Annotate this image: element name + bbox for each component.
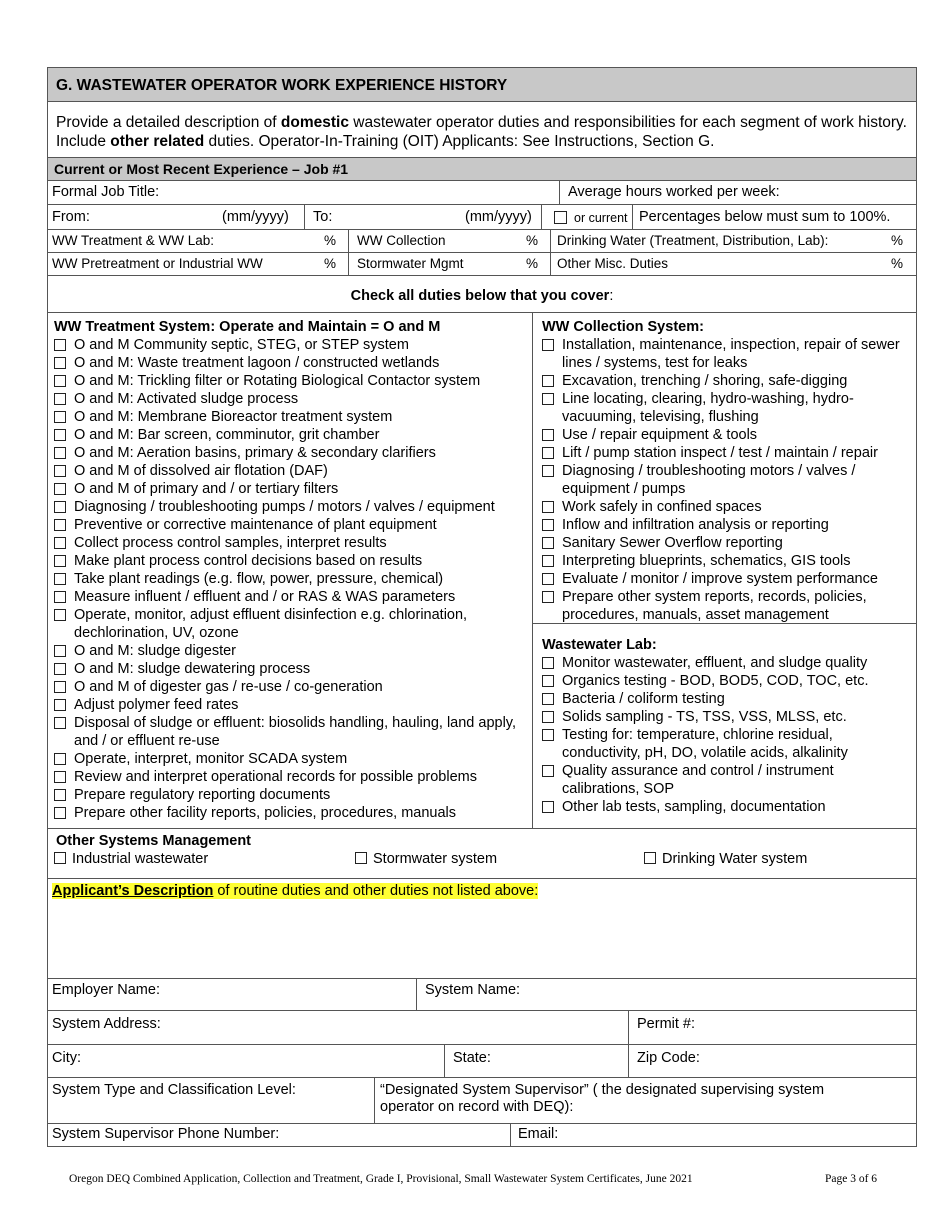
duty-item[interactable] (542, 552, 912, 570)
duty-checkbox[interactable] (542, 555, 554, 567)
duty-item[interactable] (542, 798, 912, 816)
duty-label: Monitor wastewater, effluent, and sludge quality (562, 655, 868, 671)
duty-item[interactable] (54, 678, 529, 696)
duty-item[interactable] (54, 786, 529, 804)
system-name-field[interactable] (417, 978, 916, 1010)
system-type-row (48, 1078, 916, 1124)
duty-item[interactable] (54, 750, 529, 768)
form-frame (47, 67, 917, 1147)
duty-label: Lift / pump station inspect / test / maintain / repair (562, 445, 878, 461)
intro-bold-2: other related (110, 133, 205, 150)
duty-item[interactable] (542, 762, 912, 798)
duty-item[interactable] (54, 534, 529, 552)
avg-hours-label: Average hours worked per week: (568, 184, 780, 200)
duty-checkbox[interactable] (542, 375, 554, 387)
duty-label: Solids sampling - TS, TSS, VSS, MLSS, etc. (562, 709, 847, 725)
footer-text: Oregon DEQ Combined Application, Collection and Treatment, Grade I, Provisional, Small Wastewater System Certificates, June 2021 (69, 1173, 693, 1185)
drinking-water-percent-field[interactable] (551, 230, 916, 252)
duty-checkbox[interactable] (54, 807, 66, 819)
duty-checkbox[interactable] (542, 339, 554, 351)
duty-checkbox[interactable] (542, 429, 554, 441)
duty-label: O and M: Activated sludge process (74, 391, 299, 407)
duty-checkbox[interactable] (54, 411, 66, 423)
duty-checkbox[interactable] (54, 609, 66, 621)
or-current-checkbox[interactable] (554, 211, 567, 224)
from-format: (mm/yyyy) (222, 209, 289, 225)
duty-item[interactable] (54, 696, 529, 714)
city-label: City: (52, 1050, 81, 1066)
other-systems-header: Other Systems Management (56, 833, 252, 849)
supervisor-phone-label: System Supervisor Phone Number: (52, 1126, 280, 1142)
duty-label: Line locating, clearing, hydro-washing, hydro-vacuuming, televising, flushing (562, 391, 854, 425)
duty-checkbox[interactable] (542, 393, 554, 405)
to-date-field[interactable] (305, 205, 542, 229)
duty-checkbox[interactable] (54, 645, 66, 657)
zip-label: Zip Code: (637, 1050, 700, 1066)
duty-item[interactable] (54, 498, 529, 516)
duty-label: Prepare regulatory reporting documents (74, 787, 331, 803)
duty-checkbox[interactable] (54, 429, 66, 441)
duty-label: Diagnosing / troubleshooting pumps / motors / valves / equipment (74, 499, 495, 515)
duty-label: Make plant process control decisions based on results (74, 553, 423, 569)
duty-checkbox[interactable] (54, 465, 66, 477)
duty-label: Measure influent / effluent and / or RAS & WAS parameters (74, 589, 456, 605)
duty-checkbox[interactable] (54, 591, 66, 603)
formal-job-title-label: Formal Job Title: (52, 184, 160, 200)
drinking-water-system-checkbox[interactable] (644, 852, 656, 864)
designated-supervisor-label: “Designated System Supervisor” ( the designated supervising system operator on record with DEQ): (380, 1082, 825, 1115)
collection-list (542, 336, 912, 624)
duty-checkbox[interactable] (54, 483, 66, 495)
duty-label: O and M Community septic, STEG, or STEP system (74, 337, 409, 353)
check-all-row (48, 276, 916, 313)
duty-checkbox[interactable] (54, 357, 66, 369)
percent-note: Percentages below must sum to 100%. (639, 209, 891, 225)
or-current-label: or current (574, 211, 628, 225)
percent-row-1 (48, 230, 916, 253)
duty-item[interactable] (54, 768, 529, 786)
permit-label: Permit #: (637, 1016, 696, 1032)
duty-checkbox[interactable] (54, 573, 66, 585)
duty-checkbox[interactable] (542, 465, 554, 477)
duty-label: O and M: Membrane Bioreactor treatment system (74, 409, 393, 425)
intro-bold-1: domestic (280, 114, 349, 131)
lab-header: Wastewater Lab: (542, 637, 657, 653)
permit-field[interactable] (629, 1011, 916, 1044)
email-field[interactable] (511, 1124, 916, 1146)
duty-label: Adjust polymer feed rates (74, 697, 239, 713)
duty-label: Testing for: temperature, chlorine residual, conductivity, pH, DO, volatile acids, alkalinity (562, 727, 848, 761)
drinking-water-system-option[interactable]: Drinking Water system (644, 851, 807, 867)
section-title-bar (48, 68, 916, 102)
duty-label: O and M: Trickling filter or Rotating Biological Contactor system (74, 373, 481, 389)
intro-text-1: Provide a detailed description of (56, 114, 281, 131)
phone-row (48, 1124, 916, 1146)
treatment-column (54, 318, 529, 822)
duty-item[interactable] (542, 726, 912, 762)
or-current-cell (542, 205, 633, 229)
duty-checkbox[interactable] (542, 447, 554, 459)
duty-checkbox[interactable] (54, 663, 66, 675)
duty-label: Take plant readings (e.g. flow, power, pressure, chemical) (74, 571, 444, 587)
misc-duties-label: Other Misc. Duties (557, 256, 669, 271)
duty-item[interactable] (542, 654, 912, 672)
employer-row (48, 978, 916, 1011)
duty-label: O and M: sludge digester (74, 643, 237, 659)
ww-collection-label: WW Collection (357, 233, 446, 248)
duty-item[interactable] (54, 660, 529, 678)
applicant-description-field[interactable] (48, 878, 916, 979)
section-title: G. WASTEWATER OPERATOR WORK EXPERIENCE HISTORY (56, 77, 508, 94)
duty-checkbox[interactable] (54, 519, 66, 531)
industrial-wastewater-option[interactable]: Industrial wastewater (54, 851, 208, 867)
duty-label: O and M: Aeration basins, primary & secondary clarifiers (74, 445, 436, 461)
avg-hours-field[interactable] (560, 181, 916, 204)
duty-checkbox[interactable] (542, 591, 554, 603)
duty-checkbox[interactable] (54, 771, 66, 783)
column-divider (532, 313, 533, 828)
duty-label: Organics testing - BOD, BOD5, COD, TOC, etc. (562, 673, 869, 689)
industrial-wastewater-checkbox[interactable] (54, 852, 66, 864)
duty-item[interactable] (54, 336, 529, 354)
address-row (48, 1011, 916, 1045)
duty-item[interactable] (542, 672, 912, 690)
duty-label: Evaluate / monitor / improve system performance (562, 571, 878, 587)
duty-label: O and M: Bar screen, comminutor, grit chamber (74, 427, 380, 443)
instructions (48, 102, 916, 158)
ww-pretreatment-percent-field[interactable] (48, 253, 349, 275)
collection-header: WW Collection System: (542, 319, 704, 335)
formal-job-title-field[interactable] (48, 181, 560, 204)
duty-item[interactable] (542, 372, 912, 390)
duty-label: Disposal of sludge or effluent: biosolids handling, hauling, land apply, and / or effluent re-use (74, 715, 517, 749)
percent-sign: % (324, 233, 337, 248)
intro-text-3: duties. Operator-In-Training (OIT) Applicants: See Instructions, Section G. (204, 133, 715, 150)
duty-checkbox[interactable] (54, 375, 66, 387)
to-format: (mm/yyyy) (465, 209, 532, 225)
duty-item[interactable] (54, 408, 529, 426)
duty-label: Operate, interpret, monitor SCADA system (74, 751, 348, 767)
duty-checkbox[interactable] (542, 801, 554, 813)
from-date-field[interactable] (48, 205, 305, 229)
duty-checkbox[interactable] (54, 393, 66, 405)
duty-checkbox[interactable] (542, 657, 554, 669)
supervisor-phone-field[interactable] (48, 1124, 511, 1146)
intro-text-2: wastewater operator duties and responsibilities for each segment of work history. Include (56, 114, 907, 150)
system-address-label: System Address: (52, 1016, 161, 1032)
duty-item[interactable] (542, 444, 912, 462)
job-header: Current or Most Recent Experience – Job #1 (54, 161, 349, 177)
duty-label: Preventive or corrective maintenance of plant equipment (74, 517, 437, 533)
system-type-label: System Type and Classification Level: (52, 1082, 296, 1098)
system-name-label: System Name: (425, 982, 521, 998)
ww-treatment-label: WW Treatment & WW Lab: (52, 233, 215, 248)
duties-section (48, 313, 916, 829)
other-systems-section (48, 828, 916, 879)
duty-item[interactable] (54, 642, 529, 660)
treatment-header: WW Treatment System: Operate and Maintain = O and M (54, 319, 441, 335)
duty-label: Prepare other facility reports, policies, procedures, manuals (74, 805, 457, 821)
duty-item[interactable] (54, 714, 529, 750)
duty-item[interactable] (54, 570, 529, 588)
duty-label: Prepare other system reports, records, policies, procedures, manuals, asset management (562, 589, 867, 623)
percent-sign: % (324, 256, 337, 271)
duty-item[interactable] (54, 426, 529, 444)
duty-checkbox[interactable] (542, 729, 554, 741)
duty-item[interactable] (542, 708, 912, 726)
duty-checkbox[interactable] (54, 789, 66, 801)
percent-sign: % (891, 256, 904, 271)
duty-item[interactable] (542, 498, 912, 516)
duty-checkbox[interactable] (54, 699, 66, 711)
percent-sign: % (526, 256, 539, 271)
duty-label: Inflow and infiltration analysis or reporting (562, 517, 829, 533)
duty-item[interactable] (542, 570, 912, 588)
page-number: Page 3 of 6 (825, 1173, 878, 1185)
applicant-description-label: Applicant’s Description of routine duties and other duties not listed above: (52, 883, 539, 899)
treatment-list (54, 336, 529, 822)
duty-item[interactable] (54, 606, 529, 642)
ww-pretreatment-label: WW Pretreatment or Industrial WW (52, 256, 263, 271)
ww-treatment-percent-field[interactable] (48, 230, 349, 252)
duty-checkbox[interactable] (54, 501, 66, 513)
duty-checkbox[interactable] (542, 519, 554, 531)
duty-label: O and M: sludge dewatering process (74, 661, 311, 677)
duty-item[interactable] (54, 516, 529, 534)
misc-duties-percent-field[interactable] (551, 253, 916, 275)
employer-name-label: Employer Name: (52, 982, 160, 998)
duty-label: Review and interpret operational records for possible problems (74, 769, 477, 785)
duty-item[interactable] (542, 426, 912, 444)
date-range-row (48, 205, 916, 230)
duty-item[interactable] (54, 588, 529, 606)
check-all-instruction: Check all duties below that you cover: (350, 288, 614, 304)
duty-item[interactable] (54, 354, 529, 372)
duty-item[interactable] (542, 462, 912, 498)
duty-checkbox[interactable] (542, 693, 554, 705)
zip-field[interactable] (629, 1045, 916, 1077)
duty-label: Use / repair equipment & tools (562, 427, 758, 443)
duty-item[interactable] (54, 462, 529, 480)
city-field[interactable] (48, 1045, 445, 1077)
job-header-bar (48, 158, 916, 181)
duty-label: Operate, monitor, adjust effluent disinfection e.g. chlorination, dechlorination, UV, ozone (74, 607, 468, 641)
duty-checkbox[interactable] (542, 675, 554, 687)
stormwater-label: Stormwater Mgmt (357, 256, 464, 271)
duty-label: Work safely in confined spaces (562, 499, 762, 515)
duty-item[interactable] (542, 516, 912, 534)
designated-supervisor-field[interactable] (375, 1078, 916, 1123)
duty-label: O and M of dissolved air flotation (DAF) (74, 463, 328, 479)
duty-item[interactable] (542, 336, 912, 372)
duty-checkbox[interactable] (542, 711, 554, 723)
percent-note-cell (633, 205, 916, 229)
duty-item[interactable] (54, 444, 529, 462)
duty-checkbox[interactable] (54, 753, 66, 765)
ww-collection-percent-field[interactable] (349, 230, 551, 252)
duty-checkbox[interactable] (542, 765, 554, 777)
drinking-water-label: Drinking Water (Treatment, Distribution, Lab): (557, 233, 829, 248)
lab-list (542, 654, 912, 816)
duty-item[interactable] (54, 372, 529, 390)
duty-label: Quality assurance and control / instrument calibrations, SOP (562, 763, 834, 797)
duty-item[interactable] (542, 690, 912, 708)
state-label: State: (453, 1050, 491, 1066)
duty-label: Excavation, trenching / shoring, safe-digging (562, 373, 848, 389)
duty-checkbox[interactable] (542, 537, 554, 549)
stormwater-system-checkbox[interactable] (355, 852, 367, 864)
duty-item[interactable] (542, 588, 912, 624)
duty-label: Diagnosing / troubleshooting motors / valves / equipment / pumps (562, 463, 856, 497)
from-label: From: (52, 209, 90, 225)
job-title-row (48, 181, 916, 205)
duty-checkbox[interactable] (54, 717, 66, 729)
state-field[interactable] (445, 1045, 629, 1077)
employer-name-field[interactable] (48, 978, 417, 1010)
duty-label: Bacteria / coliform testing (562, 691, 725, 707)
duty-label: Interpreting blueprints, schematics, GIS tools (562, 553, 851, 569)
system-type-field[interactable] (48, 1078, 375, 1123)
email-label: Email: (518, 1126, 559, 1142)
percent-sign: % (891, 233, 904, 248)
duty-checkbox[interactable] (54, 447, 66, 459)
duty-item[interactable] (542, 534, 912, 552)
percent-row-2 (48, 253, 916, 276)
duty-label: O and M of digester gas / re-use / co-generation (74, 679, 383, 695)
percent-sign: % (526, 233, 539, 248)
duty-item[interactable] (542, 390, 912, 426)
collection-column (542, 318, 912, 816)
city-row (48, 1045, 916, 1078)
duty-checkbox[interactable] (54, 537, 66, 549)
duty-checkbox[interactable] (54, 555, 66, 567)
stormwater-percent-field[interactable] (349, 253, 551, 275)
duty-label: Sanitary Sewer Overflow reporting (562, 535, 783, 551)
to-label: To: (313, 209, 333, 225)
duty-item[interactable] (54, 552, 529, 570)
system-address-field[interactable] (48, 1011, 629, 1044)
duty-checkbox[interactable] (54, 339, 66, 351)
duty-label: O and M of primary and / or tertiary filters (74, 481, 339, 497)
duty-item[interactable] (54, 390, 529, 408)
duty-label: Other lab tests, sampling, documentation (562, 799, 826, 815)
duty-item[interactable] (54, 480, 529, 498)
duty-label: O and M: Waste treatment lagoon / constructed wetlands (74, 355, 440, 371)
duty-item[interactable] (54, 804, 529, 822)
duty-label: Collect process control samples, interpret results (74, 535, 387, 551)
duty-checkbox[interactable] (542, 501, 554, 513)
duty-checkbox[interactable] (542, 573, 554, 585)
duty-checkbox[interactable] (54, 681, 66, 693)
duty-label: Installation, maintenance, inspection, repair of sewer lines / systems, test for leaks (562, 337, 900, 371)
stormwater-system-option[interactable]: Stormwater system (355, 851, 497, 867)
